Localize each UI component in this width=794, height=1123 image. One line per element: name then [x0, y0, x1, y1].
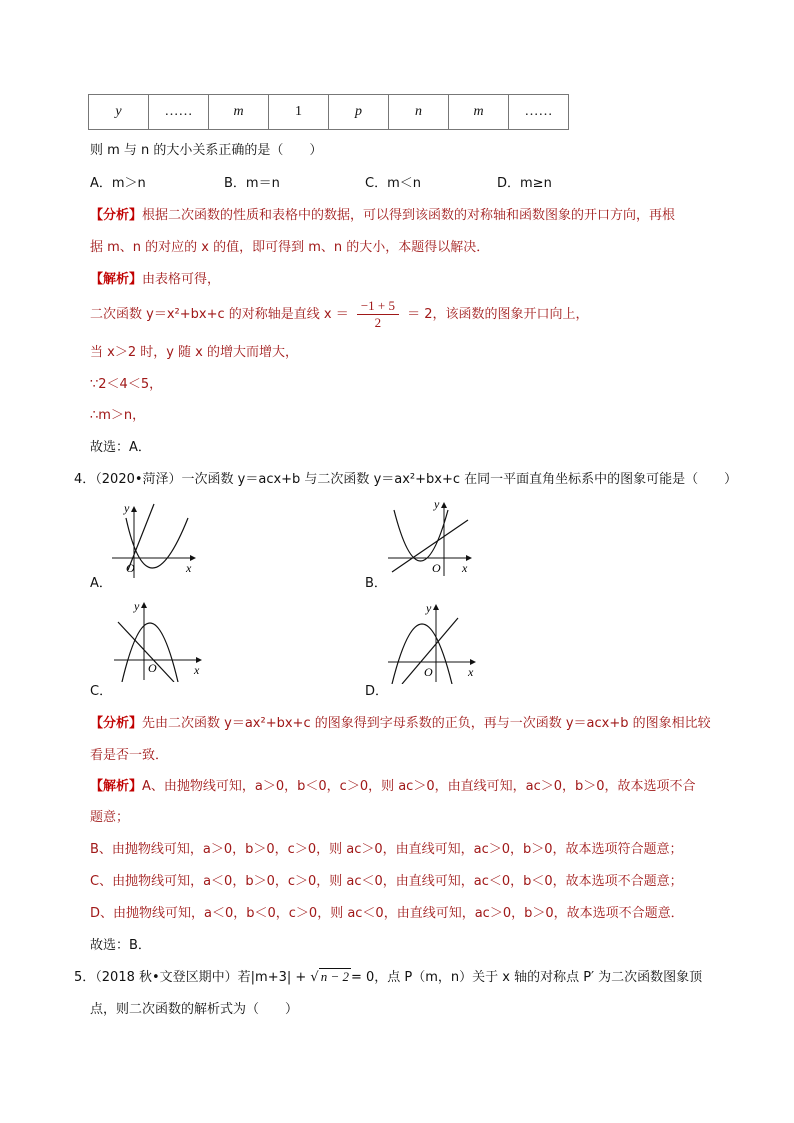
q4-answer: 故选：B． [90, 938, 151, 953]
graph-a-label: A． [90, 576, 112, 591]
axis-x-label: x [186, 561, 192, 575]
q3-analysis [90, 204, 675, 223]
axis-y-label: y [134, 599, 140, 613]
q3-analysis-line2: 据 m、n 的对应的 x 的值，即可得到 m、n 的大小，本题得以解决． [90, 240, 490, 255]
q5-stem-pre: 5．（2018 秋•文登区期中）若|m+3| + [74, 970, 311, 985]
q4-analysis-line2: 看是否一致． [90, 748, 169, 763]
origin-label: O [432, 561, 441, 575]
solution-label: 【解析】 [90, 779, 143, 794]
table-cell: m [209, 95, 269, 130]
q4-solution-line2: 题意； [90, 810, 130, 825]
axis-x-label: x [468, 665, 474, 679]
solution-line2-pre: 二次函数 y＝x²+bx+c 的对称轴是直线 x ＝ [90, 307, 349, 322]
table-cell: p [329, 95, 389, 130]
fraction-numerator: −1 + 5 [357, 298, 399, 315]
q4-stem: 4．（2020•菏泽）一次函数 y＝acx+b 与二次函数 y＝ax²+bx+c 在同一平面直角坐标系中的图象可能是（ ） [74, 472, 738, 487]
value-table [88, 94, 569, 130]
fraction [357, 298, 399, 331]
q3-solution-line2 [90, 298, 589, 331]
q5-stem [74, 966, 702, 985]
q3-option-c: C．m＜n [365, 176, 421, 191]
graph-a [108, 500, 204, 580]
q4-solution-line4: C、由抛物线可知，a＜0，b＞0，c＞0，则 ac＜0，由直线可知，ac＜0，b＜0，故本选项不合题意； [90, 874, 683, 889]
graph-b [384, 496, 480, 578]
axis-x-label: x [194, 663, 200, 677]
q5-stem-line2: 点，则二次函数的解析式为（ ） [90, 1002, 299, 1017]
table-cell: y [89, 95, 149, 130]
table-cell: …… [509, 95, 569, 130]
q3-solution-line3: 当 x＞2 时，y 随 x 的增大而增大， [90, 345, 299, 360]
origin-label: O [424, 665, 433, 679]
q3-solution [90, 268, 220, 287]
solution-text: A、由抛物线可知，a＞0，b＜0，c＞0，则 ac＞0，由直线可知，ac＞0，b＞0，故本选项不合 [142, 779, 696, 794]
q3-option-b: B．m＝n [224, 176, 280, 191]
q3-option-d: D．m≥n [497, 176, 552, 191]
solution-text: 由表格可得， [142, 272, 221, 287]
graph-d [382, 600, 482, 684]
graph-b-label: B． [365, 576, 387, 591]
table-cell: m [449, 95, 509, 130]
q3-option-a: A．m＞n [90, 176, 146, 191]
table-cell: n [389, 95, 449, 130]
q3-answer: 故选：A． [90, 440, 151, 455]
analysis-label: 【分析】 [90, 208, 143, 223]
q4-solution-line5: D、由抛物线可知，a＜0，b＜0，c＞0，则 ac＜0，由直线可知，ac＞0，b＞0，故本选项不合题意． [90, 906, 684, 921]
axis-x-label: x [462, 561, 468, 575]
sqrt-content: n − 2 [320, 969, 349, 984]
solution-label: 【解析】 [90, 272, 143, 287]
analysis-label: 【分析】 [90, 716, 143, 731]
q4-solution [90, 775, 696, 794]
axis-y-label: y [426, 601, 432, 615]
fraction-denominator: 2 [374, 315, 382, 330]
q3-solution-line4: ∵2＜4＜5， [90, 377, 163, 392]
origin-label: O [126, 561, 135, 575]
q3-stem: 则 m 与 n 的大小关系正确的是（ ） [90, 143, 323, 158]
axis-y-label: y [434, 497, 440, 511]
analysis-text: 根据二次函数的性质和表格中的数据，可以得到该函数的对称轴和函数图象的开口方向，再根 [142, 208, 676, 223]
table-cell: 1 [269, 95, 329, 130]
q4-analysis [90, 712, 711, 731]
graph-c [108, 598, 208, 682]
origin-label: O [148, 661, 157, 675]
graph-d-label: D． [365, 684, 389, 699]
table-row [89, 95, 569, 130]
q3-solution-line5: ∴m＞n， [90, 408, 146, 423]
solution-line2-post: ＝ 2，该函数的图象开口向上， [407, 307, 589, 322]
analysis-text: 先由二次函数 y＝ax²+bx+c 的图象得到字母系数的正负，再与一次函数 y＝acx+b 的图象相比较 [142, 716, 711, 731]
sqrt-symbol: √ [310, 970, 319, 985]
q5-stem-post: = 0，点 P（m，n）关于 x 轴的对称点 P′ 为二次函数图象顶 [350, 970, 703, 985]
table-cell: …… [149, 95, 209, 130]
q4-solution-line3: B、由抛物线可知，a＞0，b＞0，c＞0，则 ac＞0，由直线可知，ac＞0，b＞0，故本选项符合题意； [90, 842, 683, 857]
axis-y-label: y [124, 501, 130, 515]
graph-c-label: C． [90, 684, 113, 699]
